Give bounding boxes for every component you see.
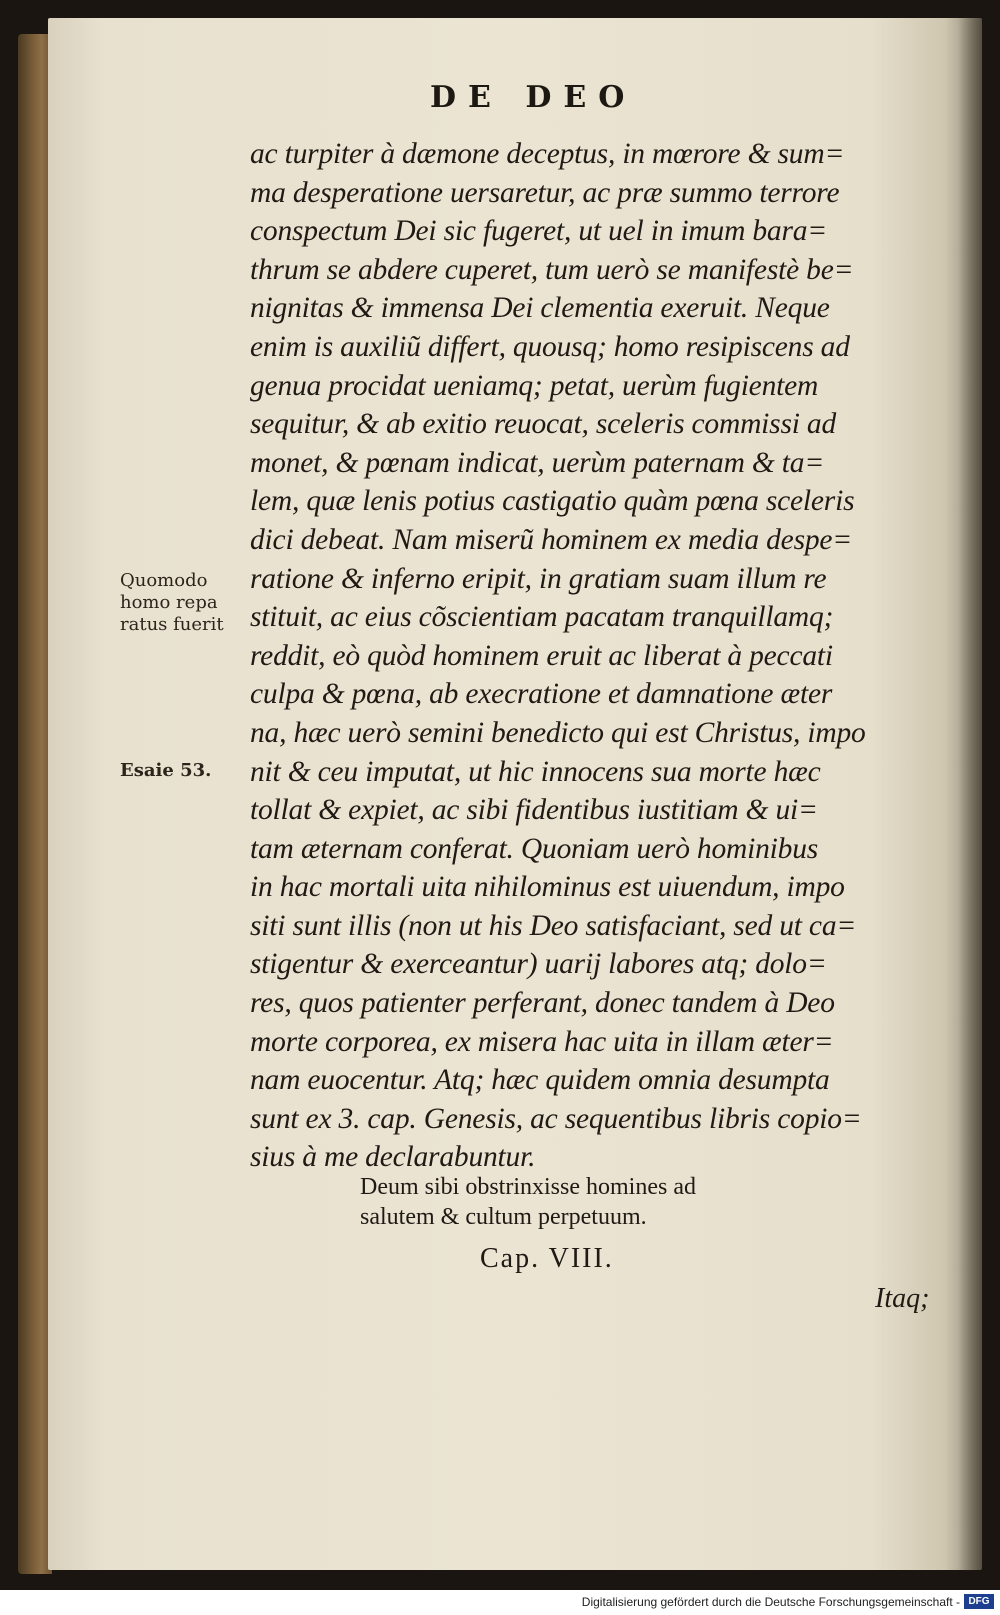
text-line: tam æternam conferat. Quoniam uerò hominibus <box>250 832 819 865</box>
page-gutter-shadow <box>958 18 982 1570</box>
text-line: in hac mortali uita nihilominus est uiuendum, impo <box>250 871 845 904</box>
text-line: monet, & pœnam indicat, uerùm paternam & ta= <box>250 446 825 479</box>
marginal-note-line: ratus fuerit <box>120 614 224 635</box>
text-line: nignitas & immensa Dei clementia exeruit. Neque <box>250 292 830 325</box>
chapter-title <box>360 1172 696 1232</box>
text-line: reddit, eò quòd hominem eruit ac liberat à peccati <box>250 639 833 672</box>
text-line: enim is auxiliũ differt, quousq; homo resipiscens ad <box>250 330 850 363</box>
body-text <box>250 135 910 1177</box>
text-line: res, quos patienter perferant, donec tandem à Deo <box>250 987 835 1020</box>
text-line: ma desperatione uersaretur, ac præ summo terrore <box>250 176 840 209</box>
footer-bar <box>0 1590 1000 1615</box>
text-line: ratione & inferno eripit, in gratiam suam illum re <box>250 562 827 595</box>
text-line: conspectum Dei sic fugeret, ut uel in imum bara= <box>250 215 827 248</box>
text-line: stigentur & exerceantur) uarij labores atq; dolo= <box>250 948 827 981</box>
text-line: tollat & expiet, ac sibi fidentibus iustitiam & ui= <box>250 794 818 827</box>
text-line: sunt ex 3. cap. Genesis, ac sequentibus libris copio= <box>250 1102 862 1135</box>
text-line: lem, quæ lenis potius castigatio quàm pœna sceleris <box>250 485 855 518</box>
text-line: genua procidat ueniamq; petat, uerùm fugientem <box>250 369 819 402</box>
text-line: culpa & pœna, ab execratione et damnatione æter <box>250 678 833 711</box>
text-line: nit & ceu imputat, ut hic innocens sua morte hæc <box>250 755 821 788</box>
text-line: na, hæc uerò semini benedicto qui est Christus, impo <box>250 716 866 749</box>
text-line: thrum se abdere cuperet, tum uerò se manifestè be= <box>250 253 854 286</box>
marginal-note-esaie: Esaie 53. <box>120 760 212 781</box>
book-spine <box>18 34 52 1574</box>
text-line: stituit, ac eius cõscientiam pacatam tranquillamq; <box>250 601 834 634</box>
chapter-number: Cap. VIII. <box>480 1243 614 1274</box>
text-line: nam euocentur. Atq; hæc quidem omnia desumpta <box>250 1064 830 1097</box>
running-head: DE DEO <box>430 80 637 115</box>
chapter-title-line: Deum sibi obstrinxisse homines ad <box>360 1174 696 1200</box>
catchword: Itaq; <box>875 1283 930 1314</box>
text-line: dici debeat. Nam miserũ hominem ex media despe= <box>250 523 853 556</box>
marginal-note-line: homo repa <box>120 592 218 613</box>
text-line: morte corporea, ex misera hac uita in illam æter= <box>250 1025 834 1058</box>
text-line: ac turpiter à dæmone deceptus, in mœrore & sum= <box>250 138 845 170</box>
text-line: siti sunt illis (non ut his Deo satisfaciant, sed ut ca= <box>250 909 857 942</box>
text-line: sius à me declarabuntur. <box>250 1141 536 1174</box>
marginal-note-quomodo <box>120 570 224 636</box>
chapter-title-line: salutem & cultum perpetuum. <box>360 1204 647 1230</box>
text-line: sequitur, & ab exitio reuocat, sceleris commissi ad <box>250 408 837 441</box>
marginal-note-line: Quomodo <box>120 570 208 591</box>
footer-credit: Digitalisierung gefördert durch die Deutsche Forschungsgemeinschaft - <box>581 1595 960 1609</box>
dfg-logo: DFG <box>964 1594 994 1609</box>
